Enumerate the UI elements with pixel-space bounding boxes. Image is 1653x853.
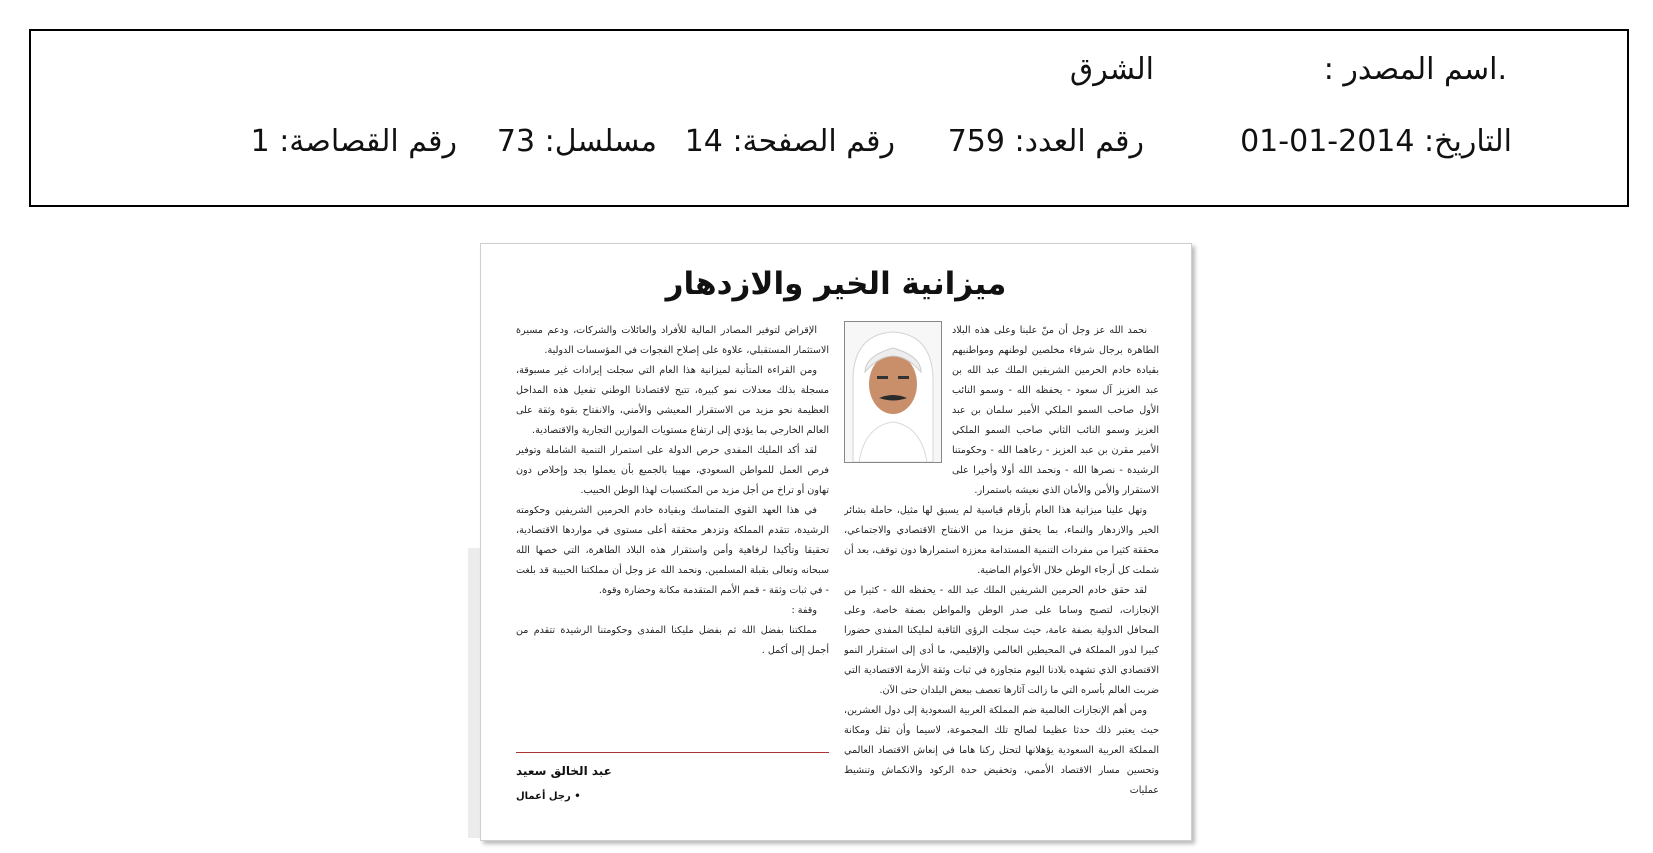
newspaper-clipping (480, 243, 1192, 841)
article-paragraph: وقفة : (791, 605, 817, 616)
author-divider (516, 752, 829, 753)
article-paragraph: الإقراض لتوفير المصادر المالية للأفراد والعائلات والشركات، ودعم مسيرة الاستثمار المستقبلي، علاوة على إصلاح الفجوات في المؤسسات الدولية. (516, 325, 829, 356)
issue-number-field: رقم العدد: 759 (947, 124, 1144, 159)
article-paragraph: مملكتنا بفضل الله ثم بفضل مليكنا المفدى وحكومتنا الرشيدة تتقدم من أجمل إلى أكمل . (516, 625, 829, 656)
author-portrait-icon (845, 322, 941, 462)
date-field: التاريخ: 2014-01-01 (1240, 124, 1512, 159)
source-label: .اسم المصدر : (1323, 52, 1507, 87)
serial-number-field: مسلسل: 73 (496, 124, 657, 159)
page-number-field: رقم الصفحة: 14 (684, 124, 895, 159)
article-paragraph: نحمد الله عز وجل أن منّ علينا وعلى هذه البلاد الطاهرة برجال شرفاء مخلصين لوطنهم ومواطنيهم بقيادة خادم الحرمين الشريفين الملك عبد الله بن عبد العزيز آل سعود - يحفظه الله - وسمو النائب الأول صاحب السمو الملكي الأمير سلمان بن عبد العزيز وسمو النائب الثاني صاحب السمو الملكي الأمير مقرن بن عبد العزيز - رعاهما الله - وحكومتنا الرشيدة - نصرها الله - ونحمد الله أولا وأخيرا على الاستقرار والأمن والأمان الذي نعيشه باستمرار. (952, 325, 1159, 496)
author-name: عبد الخالق سعيد (516, 764, 612, 778)
article-paragraph: ومن أهم الإنجازات العالمية ضم المملكة العربية السعودية إلى دول العشرين، حيث يعتبر ذلك حدثا عظيما لصالح تلك المجموعة، لاسيما وأن ثقل ومكانة المملكة العربية السعودية يؤهلانها لتحتل ركنا هاما في إنعاش الاقتصاد العالمي وتحسين مسار الاقتصاد الأممي، وتخفيض حدة الركود والانكماش وتنشيط عمليات (844, 705, 1159, 796)
article-paragraph: وتهل علينا ميزانية هذا العام بأرقام قياسية لم يسبق لها مثيل، حاملة بشائر الخير والازدهار والنماء، بما يحقق مزيدا من الانفتاح الاقتصادي والاجتماعي، محققة كثيرا من مفردات التنمية المستدامة معززة استمرارها دون توقف، بعد أن شملت كل أرجاء الوطن خلال الأعوام الماضية. (844, 505, 1159, 576)
source-value: الشرق (1069, 52, 1154, 87)
article-paragraph: في هذا العهد القوي المتماسك وبقيادة خادم الحرمين الشريفين وحكومته الرشيدة، تتقدم المملكة وتزدهر محققة أعلى مستوى في مواردها الاقتصادية، تحقيقا وتأكيدا لرفاهية وأمن واستقرار هذه البلاد الطاهرة، التي خصها الله سبحانه وتعالى بقبلة المسلمين. ونحمد الله عز وجل أن مملكتنا الحبيبة قد بلغت - في ثبات وثقة - قمم الأمم المتقدمة مكانة وحضارة وقوة. (516, 505, 829, 596)
author-role: • رجل أعمال (516, 791, 581, 802)
scan-edge (468, 548, 480, 838)
article-headline: ميزانية الخير والازدهار (665, 266, 1007, 302)
source-info-box (29, 29, 1629, 207)
article-right-column (844, 321, 1159, 826)
clip-number-field: رقم القصاصة: 1 (250, 124, 457, 159)
article-paragraph: لقد أكد المليك المفدى حرص الدولة على استمرار التنمية الشاملة وتوفير فرص العمل للمواطن السعودي، مهيبا بالجميع بأن يعملوا بجد وإخلاص دون تهاون أو تراخ من أجل مزيد من المكتسبات لهذا الوطن الحبيب. (516, 445, 829, 496)
article-left-column (516, 321, 829, 721)
article-paragraph: لقد حقق خادم الحرمين الشريفين الملك عبد الله - يحفظه الله - كثيرا من الإنجازات، لتصبح وساما على صدر الوطن والمواطن بصفة خاصة، وعلى المحافل الدولية بصفة عامة، حيث سجلت الرؤى الثاقبة لمليكنا المفدى حضورا كبيرا لدور المملكة في المحيطين العالمي والإقليمي، ما أدى إلى استقرار النمو الاقتصادي الذي تشهده بلادنا اليوم متجاوزة في ثبات وثقة الأزمة الاقتصادية التي ضربت العالم بأسره التي ما زالت آثارها تعصف ببعض البلدان حتى الآن. (844, 585, 1159, 696)
author-photo (844, 321, 942, 463)
article-paragraph: ومن القراءة المتأنية لميزانية هذا العام التي سجلت إيرادات غير مسبوقة، مسجلة بذلك معدلات نمو كبيرة، تتيح لاقتصادنا الوطني تفعيل هذه المداخل العظيمة نحو مزيد من الاستقرار المعيشي والأمني، والانفتاح بقوة وثقة على العالم الخارجي بما يؤدي إلى ارتفاع مستويات الموازين التجارية والاقتصادية. (516, 365, 829, 436)
